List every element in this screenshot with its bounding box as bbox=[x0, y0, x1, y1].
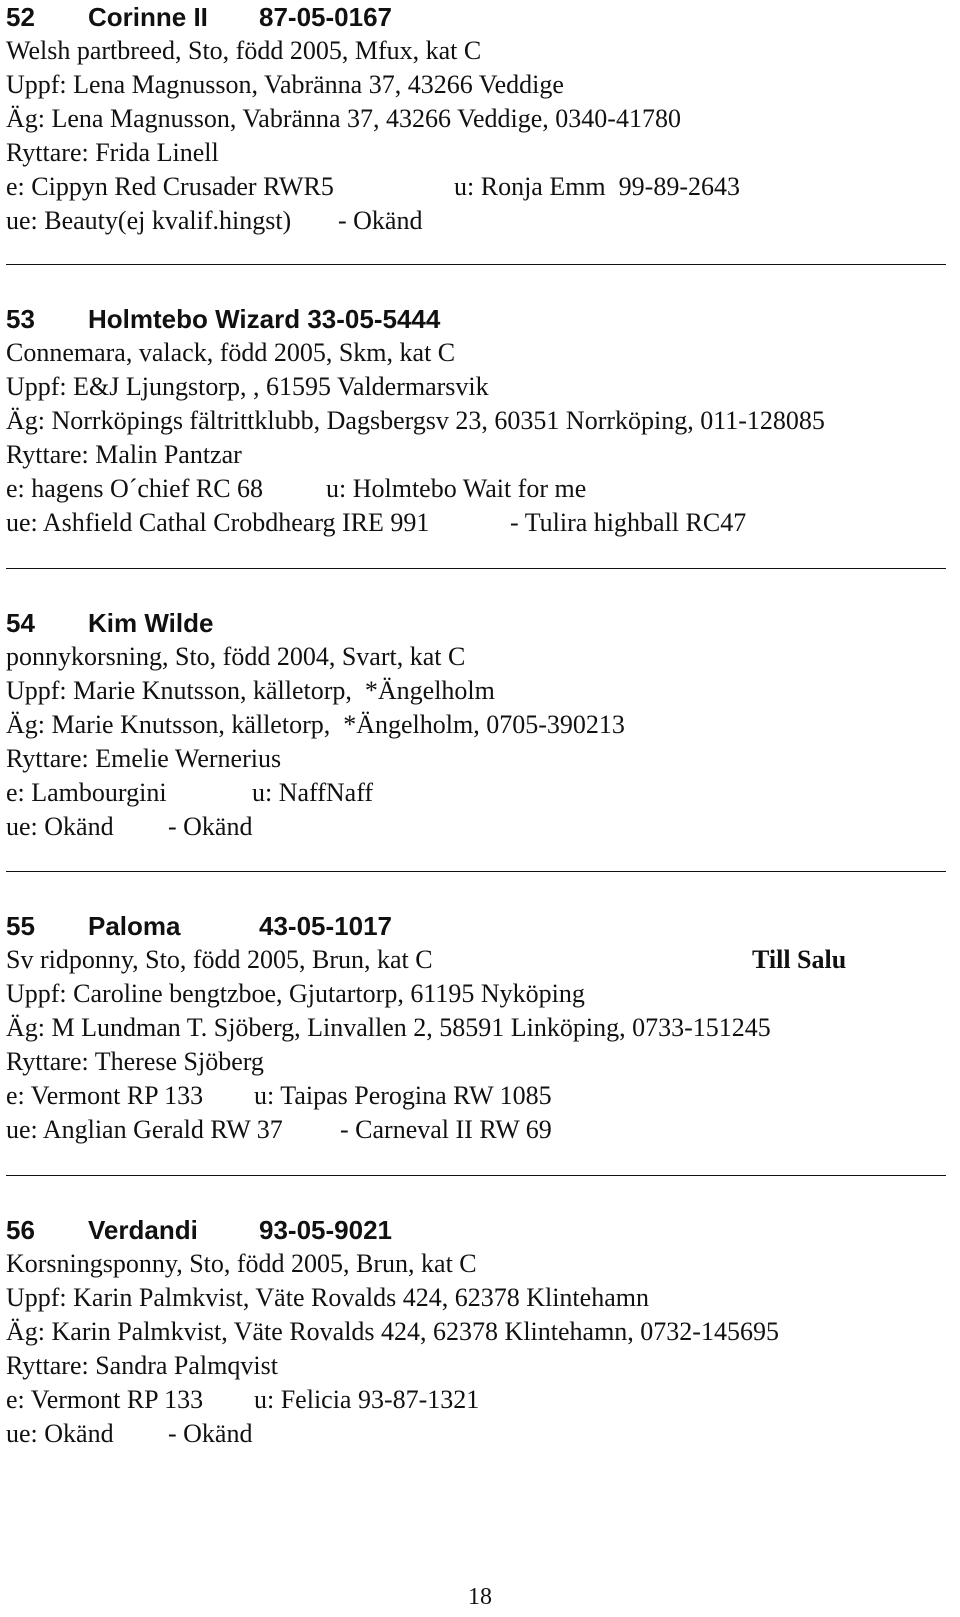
rider-info: Ryttare: Emelie Wernerius bbox=[6, 744, 282, 773]
entry-number: 56 bbox=[6, 1215, 35, 1245]
dam-info: u: Holmtebo Wait for me bbox=[326, 474, 587, 503]
sire-info: e: Lambourgini bbox=[6, 778, 167, 807]
sire-info: e: Vermont RP 133 bbox=[6, 1385, 204, 1414]
sire-info: e: Cippyn Red Crusader RWR5 bbox=[6, 172, 334, 201]
dam-dam-info: - Okänd bbox=[168, 812, 253, 841]
sire-info: e: hagens O´chief RC 68 bbox=[6, 474, 264, 503]
dam-sire-info: ue: Beauty(ej kvalif.hingst) bbox=[6, 206, 292, 235]
entry-number: 54 bbox=[6, 608, 35, 638]
dam-dam-info: - Okänd bbox=[168, 1419, 253, 1448]
horse-entry-53 bbox=[6, 302, 946, 540]
page-number: 18 bbox=[468, 1584, 492, 1610]
entry-heading bbox=[6, 302, 946, 336]
entry-heading bbox=[6, 1213, 946, 1247]
section-divider bbox=[6, 264, 946, 265]
owner-info: Äg: Norrköpings fältrittklubb, Dagsbergsv 23, 60351 Norrköping, 011-128085 bbox=[6, 406, 825, 435]
rider-info: Ryttare: Therese Sjöberg bbox=[6, 1047, 264, 1076]
section-divider bbox=[6, 871, 946, 872]
horse-name: Paloma bbox=[88, 911, 181, 941]
breeder-info: Uppf: Lena Magnusson, Vabränna 37, 43266 Veddige bbox=[6, 70, 564, 99]
owner-info: Äg: Karin Palmkvist, Väte Rovalds 424, 62378 Klintehamn, 0732-145695 bbox=[6, 1317, 779, 1346]
breeder-info: Uppf: Marie Knutsson, källetorp, *Ängelholm bbox=[6, 676, 495, 705]
horse-entry-55 bbox=[6, 909, 946, 1147]
horse-name: Corinne II bbox=[88, 2, 208, 32]
rider-info: Ryttare: Frida Linell bbox=[6, 138, 219, 167]
horse-name: Holmtebo Wizard 33-05-5444 bbox=[88, 304, 441, 334]
horse-entry-56 bbox=[6, 1213, 946, 1451]
section-divider bbox=[6, 1175, 946, 1176]
horse-name: Kim Wilde bbox=[88, 608, 214, 638]
dam-info: u: Ronja Emm 99-89-2643 bbox=[454, 172, 740, 201]
dam-info: u: NaffNaff bbox=[252, 778, 374, 807]
entry-heading bbox=[6, 909, 946, 943]
entry-number: 52 bbox=[6, 2, 35, 32]
for-sale-label: Till Salu bbox=[752, 945, 847, 974]
dam-sire-info: ue: Okänd bbox=[6, 812, 114, 841]
entry-number: 55 bbox=[6, 911, 35, 941]
horse-name: Verdandi bbox=[88, 1215, 198, 1245]
breeder-info: Uppf: Karin Palmkvist, Väte Rovalds 424, 62378 Klintehamn bbox=[6, 1283, 649, 1312]
entry-heading bbox=[6, 606, 946, 640]
sire-info: e: Vermont RP 133 bbox=[6, 1081, 204, 1110]
rider-info: Ryttare: Malin Pantzar bbox=[6, 440, 242, 469]
registration-number: 87-05-0167 bbox=[259, 2, 392, 32]
breed-info: Connemara, valack, född 2005, Skm, kat C bbox=[6, 338, 456, 367]
dam-dam-info: - Tulira highball RC47 bbox=[510, 508, 747, 537]
breed-info: Korsningsponny, Sto, född 2005, Brun, kat C bbox=[6, 1249, 477, 1278]
dam-sire-info: ue: Anglian Gerald RW 37 bbox=[6, 1115, 283, 1144]
horse-entry-52 bbox=[6, 0, 946, 238]
dam-info: u: Felicia 93-87-1321 bbox=[254, 1385, 480, 1414]
dam-sire-info: ue: Ashfield Cathal Crobdhearg IRE 991 bbox=[6, 508, 430, 537]
breeder-info: Uppf: Caroline bengtzboe, Gjutartorp, 61195 Nyköping bbox=[6, 979, 585, 1008]
dam-dam-info: - Okänd bbox=[338, 206, 423, 235]
rider-info: Ryttare: Sandra Palmqvist bbox=[6, 1351, 278, 1380]
entry-heading bbox=[6, 0, 946, 34]
owner-info: Äg: Lena Magnusson, Vabränna 37, 43266 Veddige, 0340-41780 bbox=[6, 104, 681, 133]
breeder-info: Uppf: E&J Ljungstorp, , 61595 Valdermarsvik bbox=[6, 372, 489, 401]
dam-sire-info: ue: Okänd bbox=[6, 1419, 114, 1448]
owner-info: Äg: Marie Knutsson, källetorp, *Ängelholm, 0705-390213 bbox=[6, 710, 625, 739]
breed-info: ponnykorsning, Sto, född 2004, Svart, kat C bbox=[6, 642, 466, 671]
section-divider bbox=[6, 568, 946, 569]
owner-info: Äg: M Lundman T. Sjöberg, Linvallen 2, 58591 Linköping, 0733-151245 bbox=[6, 1013, 771, 1042]
horse-entry-54 bbox=[6, 606, 946, 844]
registration-number: 93-05-9021 bbox=[259, 1215, 392, 1245]
registration-number: 43-05-1017 bbox=[259, 911, 392, 941]
dam-dam-info: - Carneval II RW 69 bbox=[340, 1115, 552, 1144]
dam-info: u: Taipas Perogina RW 1085 bbox=[254, 1081, 552, 1110]
breed-info: Welsh partbreed, Sto, född 2005, Mfux, kat C bbox=[6, 36, 482, 65]
entry-number: 53 bbox=[6, 304, 35, 334]
breed-info: Sv ridponny, Sto, född 2005, Brun, kat C bbox=[6, 945, 433, 974]
